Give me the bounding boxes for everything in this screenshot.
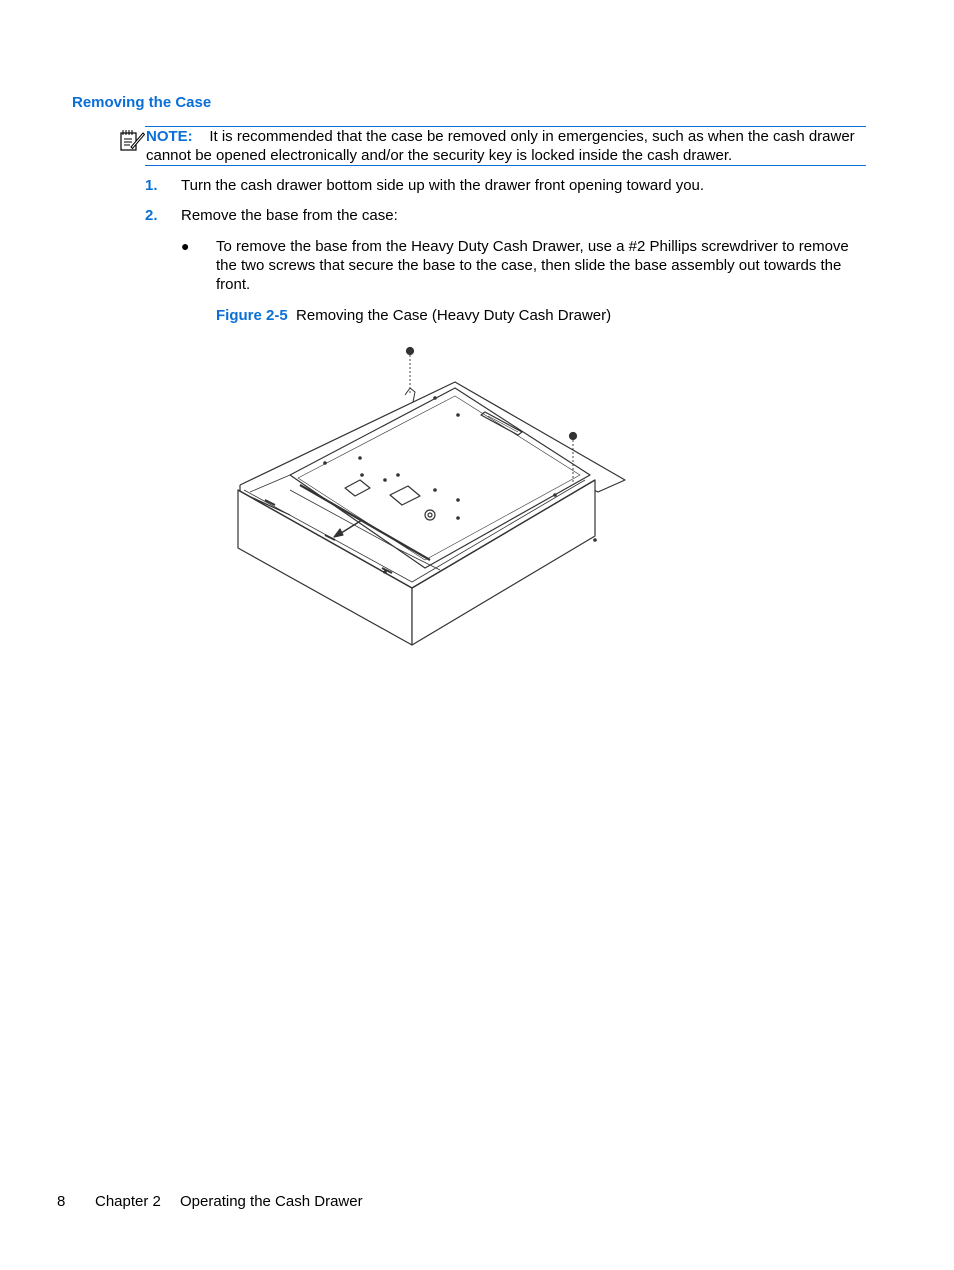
bullet-icon: ● [181,238,190,254]
note-pencil-icon [119,128,145,152]
note-body: It is recommended that the case be removed only in emergencies, such as when the cash drawer cannot be opened electronically and/or the security key is locked inside the cash drawer. [146,128,855,164]
screw-icon [405,348,415,403]
step-2-text: Remove the base from the case: [181,207,398,224]
note-text [146,127,862,165]
figure-label: Figure 2-5 [216,307,288,324]
bullet-text: To remove the base from the Heavy Duty Cash Drawer, use a #2 Phillips screwdriver to remove the two screws that secure the base to the case, then slide the base assembly out towards the front. [216,238,849,293]
figure-title: Removing the Case (Heavy Duty Cash Drawer) [296,307,612,324]
cash-drawer-illustration [230,340,630,655]
footer-chapter-title: Operating the Cash Drawer [180,1193,363,1210]
step-2-number: 2. [145,207,158,224]
footer-page-number: 8 [57,1193,66,1210]
step-1-text: Turn the cash drawer bottom side up with the drawer front opening toward you. [181,177,705,194]
section-heading: Removing the Case [72,94,212,111]
note-label: NOTE: [146,128,193,145]
figure-caption [216,306,611,325]
footer-chapter: Chapter 2 [95,1193,161,1210]
step-1-number: 1. [145,177,158,194]
